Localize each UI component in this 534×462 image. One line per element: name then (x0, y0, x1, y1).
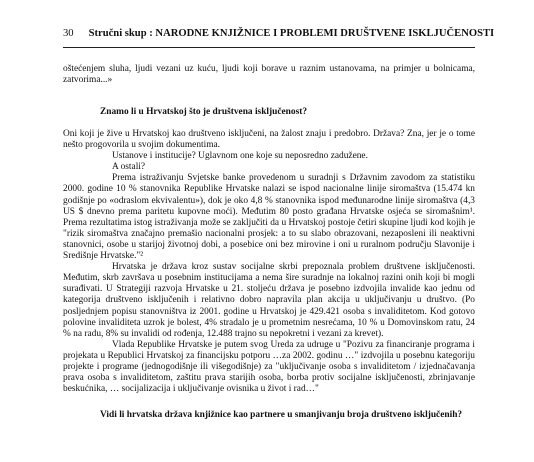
quote-continuation (63, 64, 475, 86)
page-number: 30 (63, 28, 74, 39)
header-rule (63, 47, 475, 48)
paragraph: Hrvatska je država kroz sustav socijalne skrbi prepoznala problem društvene isključenosti. Međutim, skrb završava u posebnim institucijama a nema šire suradnje na lokalnoj razini onih koji bi mogli surađivati. U Strategiji razvoja Hrvatske u 21. stoljeću država je posebno izdvojila invalide kao jednu od kategorija društveno isključenih i relativno dobro napravila plan akcija u uključivanju u društvo. (Po posljednjem popisu stanovništva iz 2001. godine u Hrvatskoj je 429.421 osoba s invaliditetom. Kod gotovo polovine invaliditeta uzrok je bolest, 4% stradalo je u prometnim nesrećama, 10 % u Domovinskom ratu, 24 % na radu, 8% su invalidi od rođenja, 12.488 trajno su nepokretni i vezani za krevet). (63, 262, 475, 339)
paragraph: Ustanove i institucije? Uglavnom one koje su neposredno zadužene. (112, 151, 368, 162)
section-heading-2: Vidi li hrvatska država knjižnice kao partnere u smanjivanju broja društveno isključenih? (100, 410, 463, 420)
body-text (63, 129, 475, 395)
running-header (63, 27, 495, 40)
header-title: Stručni skup : NARODNE KNJIŽNICE I PROBLEMI DRUŠTVENE ISKLJUČENOSTI (88, 28, 495, 39)
paragraph: Prema istraživanju Svjetske banke provedenom u suradnji s Državnim zavodom za statistiku 2000. godine 10 % stanovnika Republike Hrvatske nalazi se ispod nacionalne linije siromaštva (15.474 kn godišnje po «odraslom ekvivalentu»), dok je oko 4,8 % stanovnika ispod međunarodne linije siromaštva (4,3 US $ dnevno prema paritetu kupovne moći). Međutim 80 posto građana Hrvatske osjeća se siromašnim¹. Prema rezultatima istog istraživanja može se zaključiti da u Hrvatskoj postoje četiri skupine ljudi kod kojih je "rizik siromaštva značajno premašio nacionalni prosjek: a to su slabo obrazovani, nezaposleni ili neaktivni stanovnici, osobe u starijoj životnoj dobi, a posebice oni bez mirovine i oni u ruralnom području Slavonije i Središnje Hrvatske."² (63, 173, 475, 262)
paragraph: Vlada Republike Hrvatske je putem svog Ureda za udruge u "Pozivu za financiranje programa i projekata u Republici Hrvatskoj za financijsku potporu …za 2002. godinu …" izdvojila u posebnu kategoriju projekte i programe (jednogodišnje ili višegodišnje) za "uključivanje osoba s invaliditetom / izjednačavanja prava osoba s invaliditetom, zaštitu prava starijih osoba, borba protiv socijalne isključenosti, zbrinjavanje beskućnika, … socijalizacija i uključivanje ovisnika u život i rad…" (63, 339, 475, 395)
paragraph: A ostali? (112, 162, 146, 173)
paragraph: Oni koji je žive u Hrvatskoj kao društveno isključeni, na žalost znaju i predobro. Država? Zna, jer je o tome nešto progovorila u svojim dokumentima. (63, 129, 475, 151)
section-heading-1: Znamo li u Hrvatskoj što je društvena isključenost? (100, 107, 308, 117)
quote-text: oštećenjem sluha, ljudi vezani uz kuću, ljudi koji borave u raznim ustanovama, na primjer u bolnicama, zatvorima...» (63, 64, 475, 86)
